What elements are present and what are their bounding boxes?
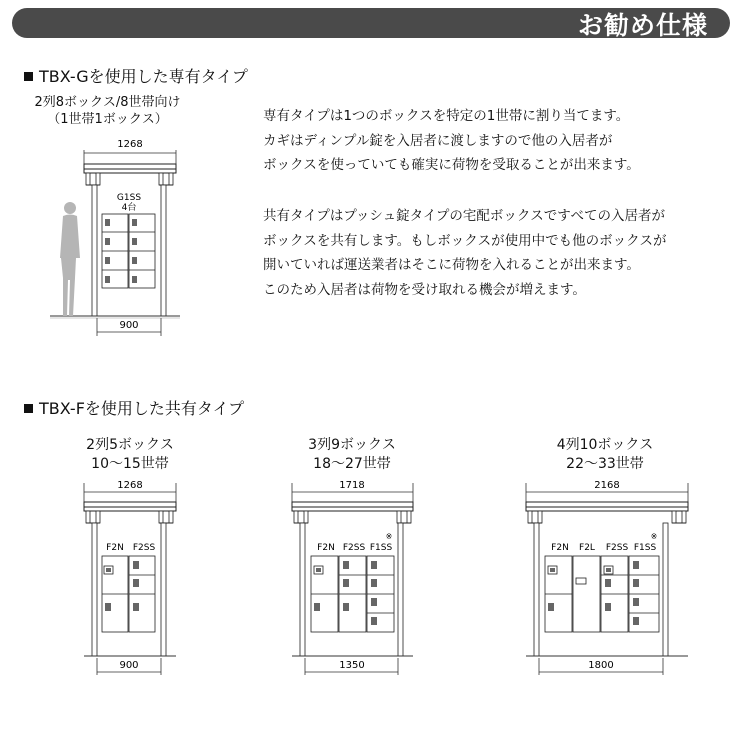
config-caption-2col bbox=[70, 436, 190, 474]
width-top-label: 2168 bbox=[594, 480, 620, 491]
description-line: ボックスを使っていても確実に荷物を受取ることが出来ます。 bbox=[263, 157, 640, 173]
caption-line: 2列8ボックス/8世帯向け bbox=[34, 95, 181, 110]
description-line: このため入居者は荷物を受け取れる機会が増えます。 bbox=[263, 281, 586, 298]
shared-description bbox=[263, 204, 667, 302]
width-top-label: 1268 bbox=[117, 480, 143, 491]
description-line: 専有タイプは1つのボックスを特定の1世帯に割り当てます。 bbox=[263, 108, 630, 124]
width-bottom-label: 900 bbox=[119, 660, 139, 671]
description-line: 共有タイプはプッシュ錠タイプの宅配ボックスですべての入居者が bbox=[263, 208, 666, 224]
config-caption-3col bbox=[292, 436, 412, 474]
description-line: 開いていれば運送業者はそこに荷物を入れることが出来ます。 bbox=[263, 257, 640, 273]
tbx-g-diagram bbox=[50, 139, 180, 336]
tbx-f-diagram-4col bbox=[526, 480, 688, 675]
column-label: F2SS bbox=[132, 543, 156, 553]
tbx-f-diagram-2col bbox=[84, 480, 176, 675]
caption-line: 2列5ボックス bbox=[86, 437, 174, 453]
description-line: カギはディンプル錠を入居者に渡しますので他の入居者が bbox=[263, 132, 613, 149]
caption-line: 4列10ボックス bbox=[556, 437, 654, 453]
caption-line: 3列9ボックス bbox=[308, 437, 396, 453]
config-caption-4col bbox=[545, 436, 665, 474]
caption-line: 22〜33世帯 bbox=[566, 456, 644, 472]
section-f-heading-text: TBX-Fを使用した共有タイプ bbox=[39, 399, 245, 418]
note-mark: ※ bbox=[385, 532, 393, 541]
module-label: G1SS bbox=[116, 193, 142, 203]
column-label: F2N bbox=[106, 543, 124, 553]
caption-line: 10〜15世帯 bbox=[91, 456, 169, 472]
width-bottom-label: 1350 bbox=[339, 660, 365, 671]
person-silhouette-icon bbox=[60, 202, 80, 316]
width-top-label: 1268 bbox=[117, 139, 143, 150]
note-mark: ※ bbox=[650, 532, 658, 541]
tbx-f-diagram-3col bbox=[292, 480, 413, 675]
caption-line: （1世帯1ボックス） bbox=[47, 112, 168, 127]
column-label: F1SS bbox=[633, 543, 657, 553]
module-label: 4台 bbox=[121, 203, 137, 213]
column-label: F2SS bbox=[342, 543, 366, 553]
column-label: F2N bbox=[551, 543, 569, 553]
section-g-heading-text: TBX-Gを使用した専有タイプ bbox=[39, 67, 248, 86]
column-label: F2SS bbox=[605, 543, 629, 553]
exclusive-description bbox=[263, 104, 640, 178]
column-label: F1SS bbox=[369, 543, 393, 553]
page-title: お勧め仕様 bbox=[577, 11, 708, 40]
column-label: F2N bbox=[317, 543, 335, 553]
square-bullet-icon bbox=[24, 404, 33, 413]
width-bottom-label: 900 bbox=[119, 320, 139, 331]
width-bottom-label: 1800 bbox=[588, 660, 614, 671]
description-line: ボックスを共有します。もしボックスが使用中でも他のボックスが bbox=[263, 232, 667, 249]
column-label: F2L bbox=[579, 543, 595, 553]
section-f-heading bbox=[24, 396, 244, 419]
caption-line: 18〜27世帯 bbox=[313, 456, 391, 472]
width-top-label: 1718 bbox=[339, 480, 365, 491]
